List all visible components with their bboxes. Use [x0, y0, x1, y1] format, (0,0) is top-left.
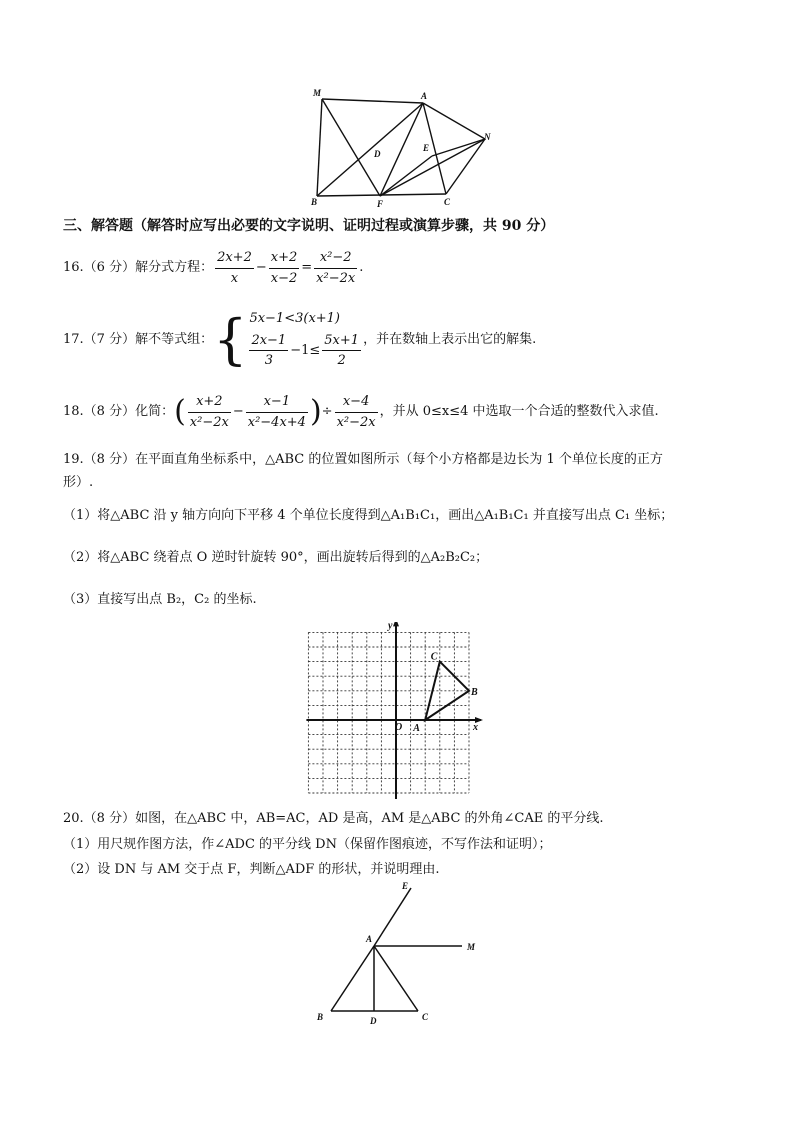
label-E: E [423, 143, 430, 153]
q17-f1-denominator: 3 [264, 353, 273, 369]
q16-equals: = [301, 260, 313, 276]
segment-NC [446, 139, 485, 194]
label-A: A [366, 934, 373, 944]
q18-f1-numerator: x+2 [188, 394, 231, 413]
segment-AC [374, 946, 418, 1011]
q17-f1-numerator: 2x−1 [249, 333, 288, 352]
segment-MA [322, 99, 423, 103]
triangle-ABC [425, 662, 469, 720]
q16-fraction-2 [269, 250, 300, 286]
q16-f2-denominator: x−2 [270, 270, 298, 286]
q17-inequality-1: 5x−1<3(x+1) [249, 311, 341, 327]
q17-tail: ，并在数轴上表示出它的解集. [363, 332, 537, 348]
label-C: C [422, 1012, 429, 1022]
q19-part-3: （3）直接写出点 B₂，C₂ 的坐标. [63, 592, 257, 607]
q16-f3-denominator: x²−2x [316, 270, 356, 286]
q18-f2-denominator: x²−4x+4 [247, 414, 306, 430]
q18-f1-denominator: x²−2x [189, 414, 229, 430]
figure-q19-grid [305, 622, 495, 802]
q19-line-2: 形）. [63, 475, 94, 490]
label-origin-O: O [395, 722, 403, 733]
q17-f2-numerator: 5x+1 [322, 333, 361, 352]
label-F: F [377, 199, 384, 209]
q18-open-paren: ( [174, 394, 186, 429]
q19-line-1: 19.（8 分）在平面直角坐标系中，△ABC 的位置如图所示（每个小方格都是边长为 1 个单位长度的正方 [63, 452, 663, 467]
q18-divide: ÷ [321, 404, 333, 420]
q18-f3-numerator: x−4 [335, 394, 378, 413]
q19-part-1: （1）将△ABC 沿 y 轴方向向下平移 4 个单位长度得到△A₁B₁C₁，画出△A₁B₁C₁ 并直接写出点 C₁ 坐标； [63, 508, 674, 523]
q18-f3-denominator: x²−2x [336, 414, 376, 430]
q18-f2-numerator: x−1 [246, 394, 308, 413]
q20-line-1: 20.（8 分）如图，在△ABC 中，AB=AC，AD 是高，AM 是△ABC 的外角∠CAE 的平分线. [63, 811, 604, 826]
label-D: D [370, 1016, 377, 1026]
label-C: C [430, 651, 438, 663]
label-y-axis: y [388, 622, 393, 632]
figure-q20 [310, 878, 490, 1028]
question-17 [63, 305, 536, 375]
q18-fraction-2 [246, 394, 308, 430]
label-B: B [311, 197, 318, 207]
q20-part-1: （1）用尺规作图方法，作∠ADC 的平分线 DN（保留作图痕迹，不写作法和证明）； [63, 837, 552, 852]
q18-tail: ，并从 0≤x≤4 中选取一个合适的整数代入求值. [379, 404, 659, 420]
q16-f2-numerator: x+2 [269, 250, 300, 269]
q17-f2-denominator: 2 [337, 353, 346, 369]
q19-part-2: （2）将△ABC 绕着点 O 逆时针旋转 90°，画出旋转后得到的△A₂B₂C₂； [63, 550, 489, 565]
label-A: A [421, 91, 428, 101]
q17-system [249, 311, 363, 369]
q20-part-2: （2）设 DN 与 AM 交于点 F，判断△ADF 的形状，并说明理由. [63, 862, 440, 877]
question-18 [63, 390, 659, 434]
q16-period: . [359, 260, 364, 276]
q17-brace: { [213, 308, 248, 371]
segment-AN [423, 103, 485, 139]
question-16 [63, 248, 363, 288]
q17-fraction-1 [249, 333, 288, 369]
q17-number: 17.（7 分）解不等式组： [63, 332, 214, 348]
q18-minus: − [232, 404, 244, 420]
q17-inequality-2 [249, 333, 363, 369]
label-M: M [313, 88, 322, 98]
q16-fraction-1 [215, 250, 254, 286]
label-E: E [402, 881, 409, 891]
q16-minus: − [255, 260, 267, 276]
q18-number: 18.（8 分）化简： [63, 404, 175, 420]
segment-AE [374, 888, 411, 946]
label-C: C [444, 197, 451, 207]
label-B: B [471, 686, 478, 698]
section-heading: 三、解答题（解答时应写出必要的文字说明、证明过程或演算步骤，共 90 分） [63, 218, 555, 234]
label-D: D [374, 149, 381, 159]
segment-FA [380, 103, 423, 196]
q16-f1-denominator: x [230, 270, 239, 286]
label-x-axis: x [473, 722, 478, 733]
figure-q15 [300, 85, 500, 210]
q16-f3-numerator: x²−2 [314, 250, 357, 269]
segment-BA [331, 946, 374, 1011]
q18-fraction-3 [335, 394, 378, 430]
label-B: B [317, 1012, 324, 1022]
segment-FN [380, 139, 485, 196]
q17-fraction-2 [322, 333, 361, 369]
q18-close-paren: ) [309, 394, 322, 429]
q17-middle: −1≤ [290, 343, 321, 358]
label-A: A [413, 723, 420, 734]
q18-fraction-1 [188, 394, 231, 430]
segment-MB [317, 99, 322, 196]
label-N: N [484, 132, 491, 142]
label-M: M [467, 942, 476, 952]
q16-number: 16.（6 分）解分式方程： [63, 260, 214, 276]
q16-f1-numerator: 2x+2 [215, 250, 254, 269]
y-axis-arrow [393, 622, 399, 626]
segment-FE [380, 156, 432, 196]
q16-fraction-3 [314, 250, 357, 286]
